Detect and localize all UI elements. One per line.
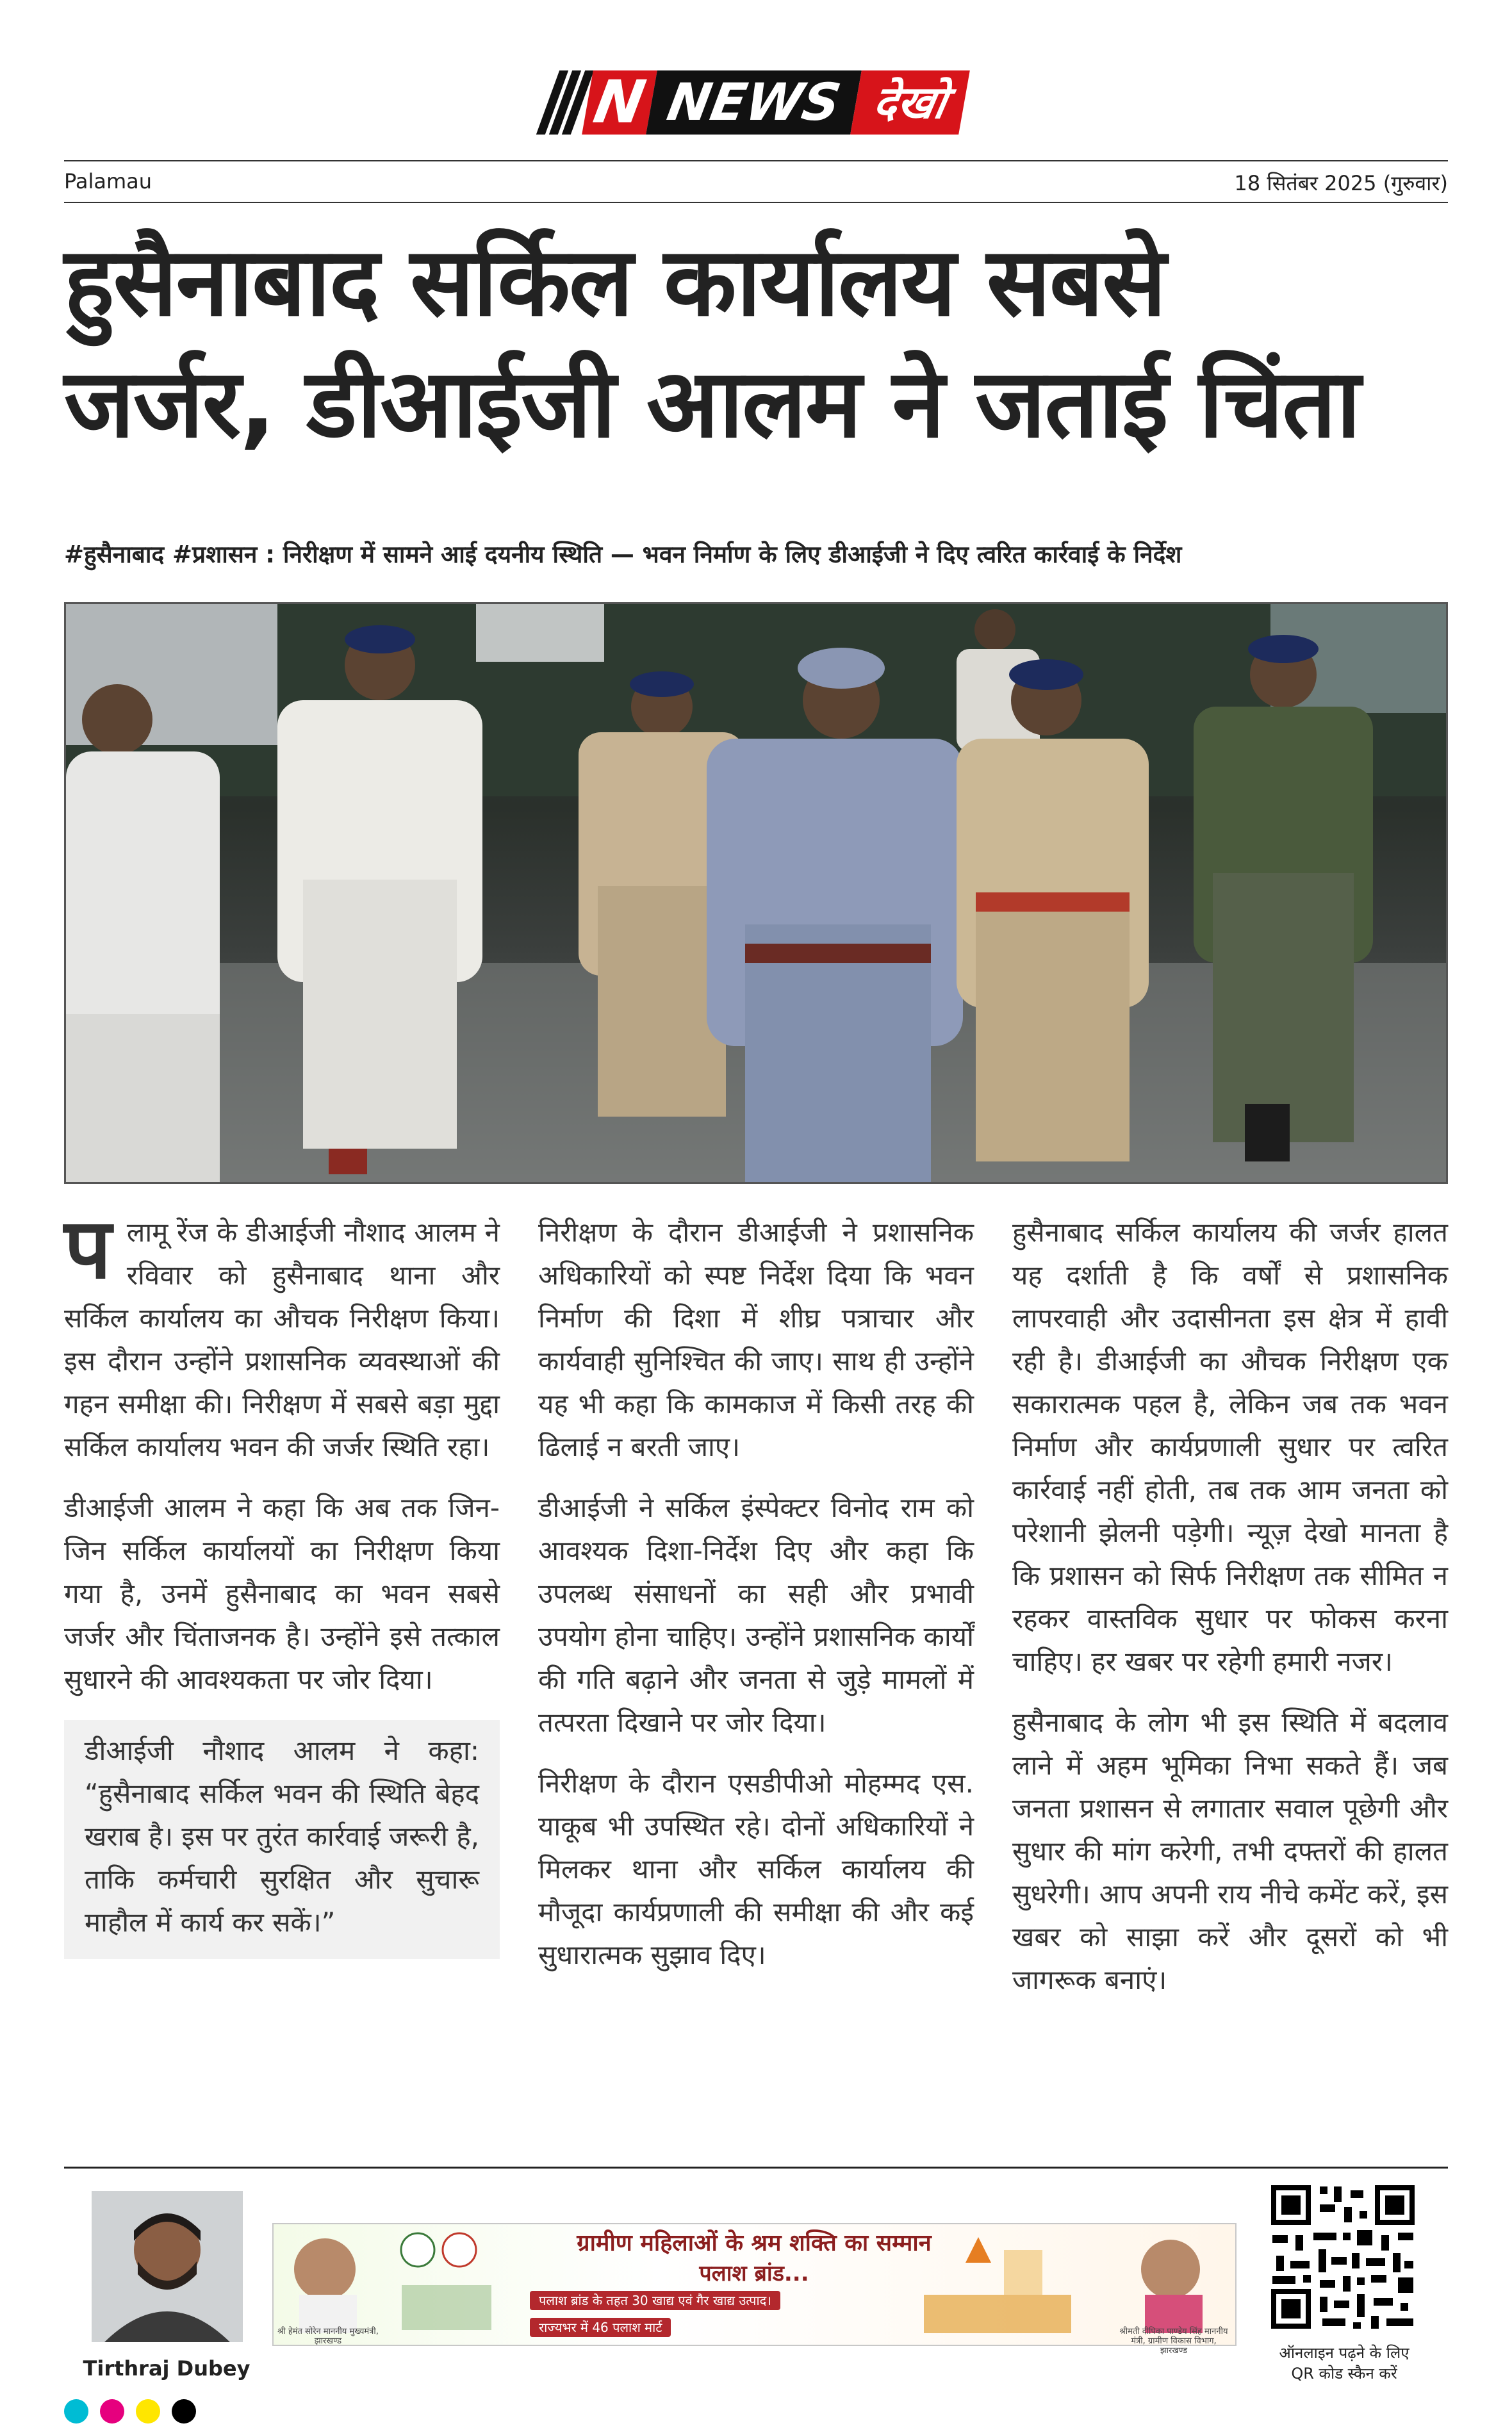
paragraph-text: लामू रेंज के डीआईजी नौशाद आलम ने रविवार को हुसैनाबाद थाना और सर्किल कार्यालय का औचक निरीक्षण किया। इस दौरान उन्होंने प्रशासनिक व्यवस्थाओं की गहन समीक्षा की। निरीक्षण में सबसे बड़ा मुद्दा सर्किल कार्यालय भवन की जर्जर स्थिति रहा। xyxy=(64,1217,500,1463)
paragraph: डीआईजी आलम ने कहा कि अब तक जिन-जिन सर्किल कार्यालयों का निरीक्षण किया गया है, उनमें हुसैनाबाद का भवन सबसे जर्जर और चिंताजनक है। उन्होंने इसे तत्काल सुधारने की आवश्यकता पर जोर दिया। xyxy=(64,1492,500,1695)
logo-slashes xyxy=(548,70,582,135)
paragraph: निरीक्षण के दौरान एसडीपीओ मोहम्मद एस. याकूब भी उपस्थित रहे। दोनों अधिकारियों ने मिलकर थाना और सर्किल कार्यालय की मौजूदा कार्यप्रणाली की समीक्षा की और कई सुधारात्मक सुझाव दिए। xyxy=(538,1768,974,1971)
top-divider xyxy=(64,160,1448,161)
author-name: Tirthraj Dubey xyxy=(83,2356,251,2381)
qr-code[interactable] xyxy=(1267,2181,1418,2333)
author-avatar-icon xyxy=(92,2191,243,2342)
registration-marks xyxy=(64,2399,196,2424)
author-avatar xyxy=(92,2191,243,2342)
logo-news-text: NEWS xyxy=(646,70,862,135)
location-label: Palamau xyxy=(64,169,152,193)
paragraph: हुसैनाबाद सर्किल कार्यालय की जर्जर हालत यह दर्शाती है कि वर्षों से प्रशासनिक लापरवाही और उदासीनता इस क्षेत्र में हावी रही है। डीआईजी का औचक निरीक्षण एक सकारात्मक पहल है, लेकिन जब तक भवन निर्माण और कार्यप्रणाली सुधार पर त्वरित कार्रवाई नहीं होती, तब तक आम जनता को परेशानी झेलनी पड़ेगी। न्यूज़ देखो मानता है कि प्रशासन को सिर्फ निरीक्षण तक सीमित न रहकर वास्तविक सुधार पर फोकस करना चाहिए। हर खबर पर रहेगी हमारी नजर। xyxy=(1012,1217,1448,1677)
cyan-registration-dot xyxy=(64,2399,88,2424)
ad-line-products: पलाश ब्रांड के तहत 30 खाद्य एवं गैर खाद्य उत्पाद। xyxy=(530,2291,780,2310)
ad-left-caption: श्री हेमंत सोरेन माननीय मुख्यमंत्री, झारखण्ड xyxy=(277,2327,379,2346)
article-photo xyxy=(64,602,1448,1184)
meta-divider xyxy=(64,202,1448,203)
headline-line-1: हुसैनाबाद सर्किल कार्यालय सबसे xyxy=(64,227,1165,337)
article-column-3 xyxy=(1012,1211,1448,2019)
ad-title: ग्रामीण महिलाओं के श्रम शक्ति का सम्मान xyxy=(577,2230,932,2256)
qr-caption-line-2: QR कोड स्कैन करें xyxy=(1291,2365,1397,2383)
yellow-registration-dot xyxy=(136,2399,160,2424)
advertisement-banner[interactable] xyxy=(272,2223,1237,2356)
police-inspection-photo xyxy=(66,604,1446,1182)
magenta-registration-dot xyxy=(100,2399,124,2424)
drop-cap: प xyxy=(64,1200,111,1297)
article-column-1 xyxy=(64,1200,500,1959)
article-headline xyxy=(64,221,1461,464)
ad-right-caption: श्रीमती दीपिका पाण्डेय सिंह माननीय मंत्री, ग्रामीण विकास विभाग, झारखण्ड xyxy=(1119,2327,1228,2356)
news-dekho-logo[interactable] xyxy=(548,70,964,135)
logo-dekho-text: देखो xyxy=(851,70,970,135)
qr-code-icon xyxy=(1267,2181,1418,2333)
article-column-2 xyxy=(538,1211,974,1994)
article-deck: #हुसैनाबाद #प्रशासन : निरीक्षण में सामने आई दयनीय स्थिति — भवन निर्माण के लिए डीआईजी ने दिए त्वरित कार्रवाई के निर्देश xyxy=(64,541,1182,568)
headline-line-2: जर्जर, डीआईजी आलम ने जताई चिंता xyxy=(64,349,1360,459)
black-registration-dot xyxy=(172,2399,196,2424)
qr-caption-line-1: ऑनलाइन पढ़ने के लिए xyxy=(1279,2344,1409,2362)
ad-line-marts: राज्यभर में 46 पलाश मार्ट xyxy=(530,2318,671,2337)
logo-n-mark: N xyxy=(582,70,657,135)
date-label: 18 सितंबर 2025 (गुरुवार) xyxy=(1234,171,1448,195)
pull-quote: डीआईजी नौशाद आलम ने कहा: “हुसैनाबाद सर्किल भवन की स्थिति बेहद खराब है। इस पर तुरंत कार्रवाई जरूरी है, ताकि कर्मचारी सुरक्षित और सुचारू माहौल में कार्य कर सकें।” xyxy=(64,1720,500,1959)
paragraph xyxy=(64,1200,500,1468)
qr-caption xyxy=(1249,2343,1439,2384)
paragraph: हुसैनाबाद के लोग भी इस स्थिति में बदलाव लाने में अहम भूमिका निभा सकते हैं। जब जनता प्रशासन से लगातार सवाल पूछेगी और सुधार की मांग करेगी, तभी दफ्तरों की हालत सुधरेगी। आप अपनी राय नीचे कमेंट करें, इस खबर को साझा करें और दूसरों को भी जागरूक बनाएं। xyxy=(1012,1707,1448,1996)
paragraph: निरीक्षण के दौरान डीआईजी ने प्रशासनिक अधिकारियों को स्पष्ट निर्देश दिया कि भवन निर्माण की दिशा में शीघ्र पत्राचार और कार्यवाही सुनिश्चित की जाए। साथ ही उन्होंने यह भी कहा कि कामकाज में किसी तरह की ढिलाई न बरती जाए। xyxy=(538,1217,974,1463)
paragraph: डीआईजी ने सर्किल इंस्पेक्टर विनोद राम को आवश्यक दिशा-निर्देश दिए और कहा कि उपलब्ध संसाधनों का सही और प्रभावी उपयोग होना चाहिए। उन्होंने प्रशासनिक कार्यों की गति बढ़ाने और जनता से जुड़े मामलों में तत्परता दिखाने पर जोर दिया। xyxy=(538,1492,974,1738)
ad-subtitle: पलाश ब्रांड... xyxy=(699,2261,809,2286)
footer-divider xyxy=(64,2167,1448,2169)
masthead xyxy=(0,67,1512,138)
